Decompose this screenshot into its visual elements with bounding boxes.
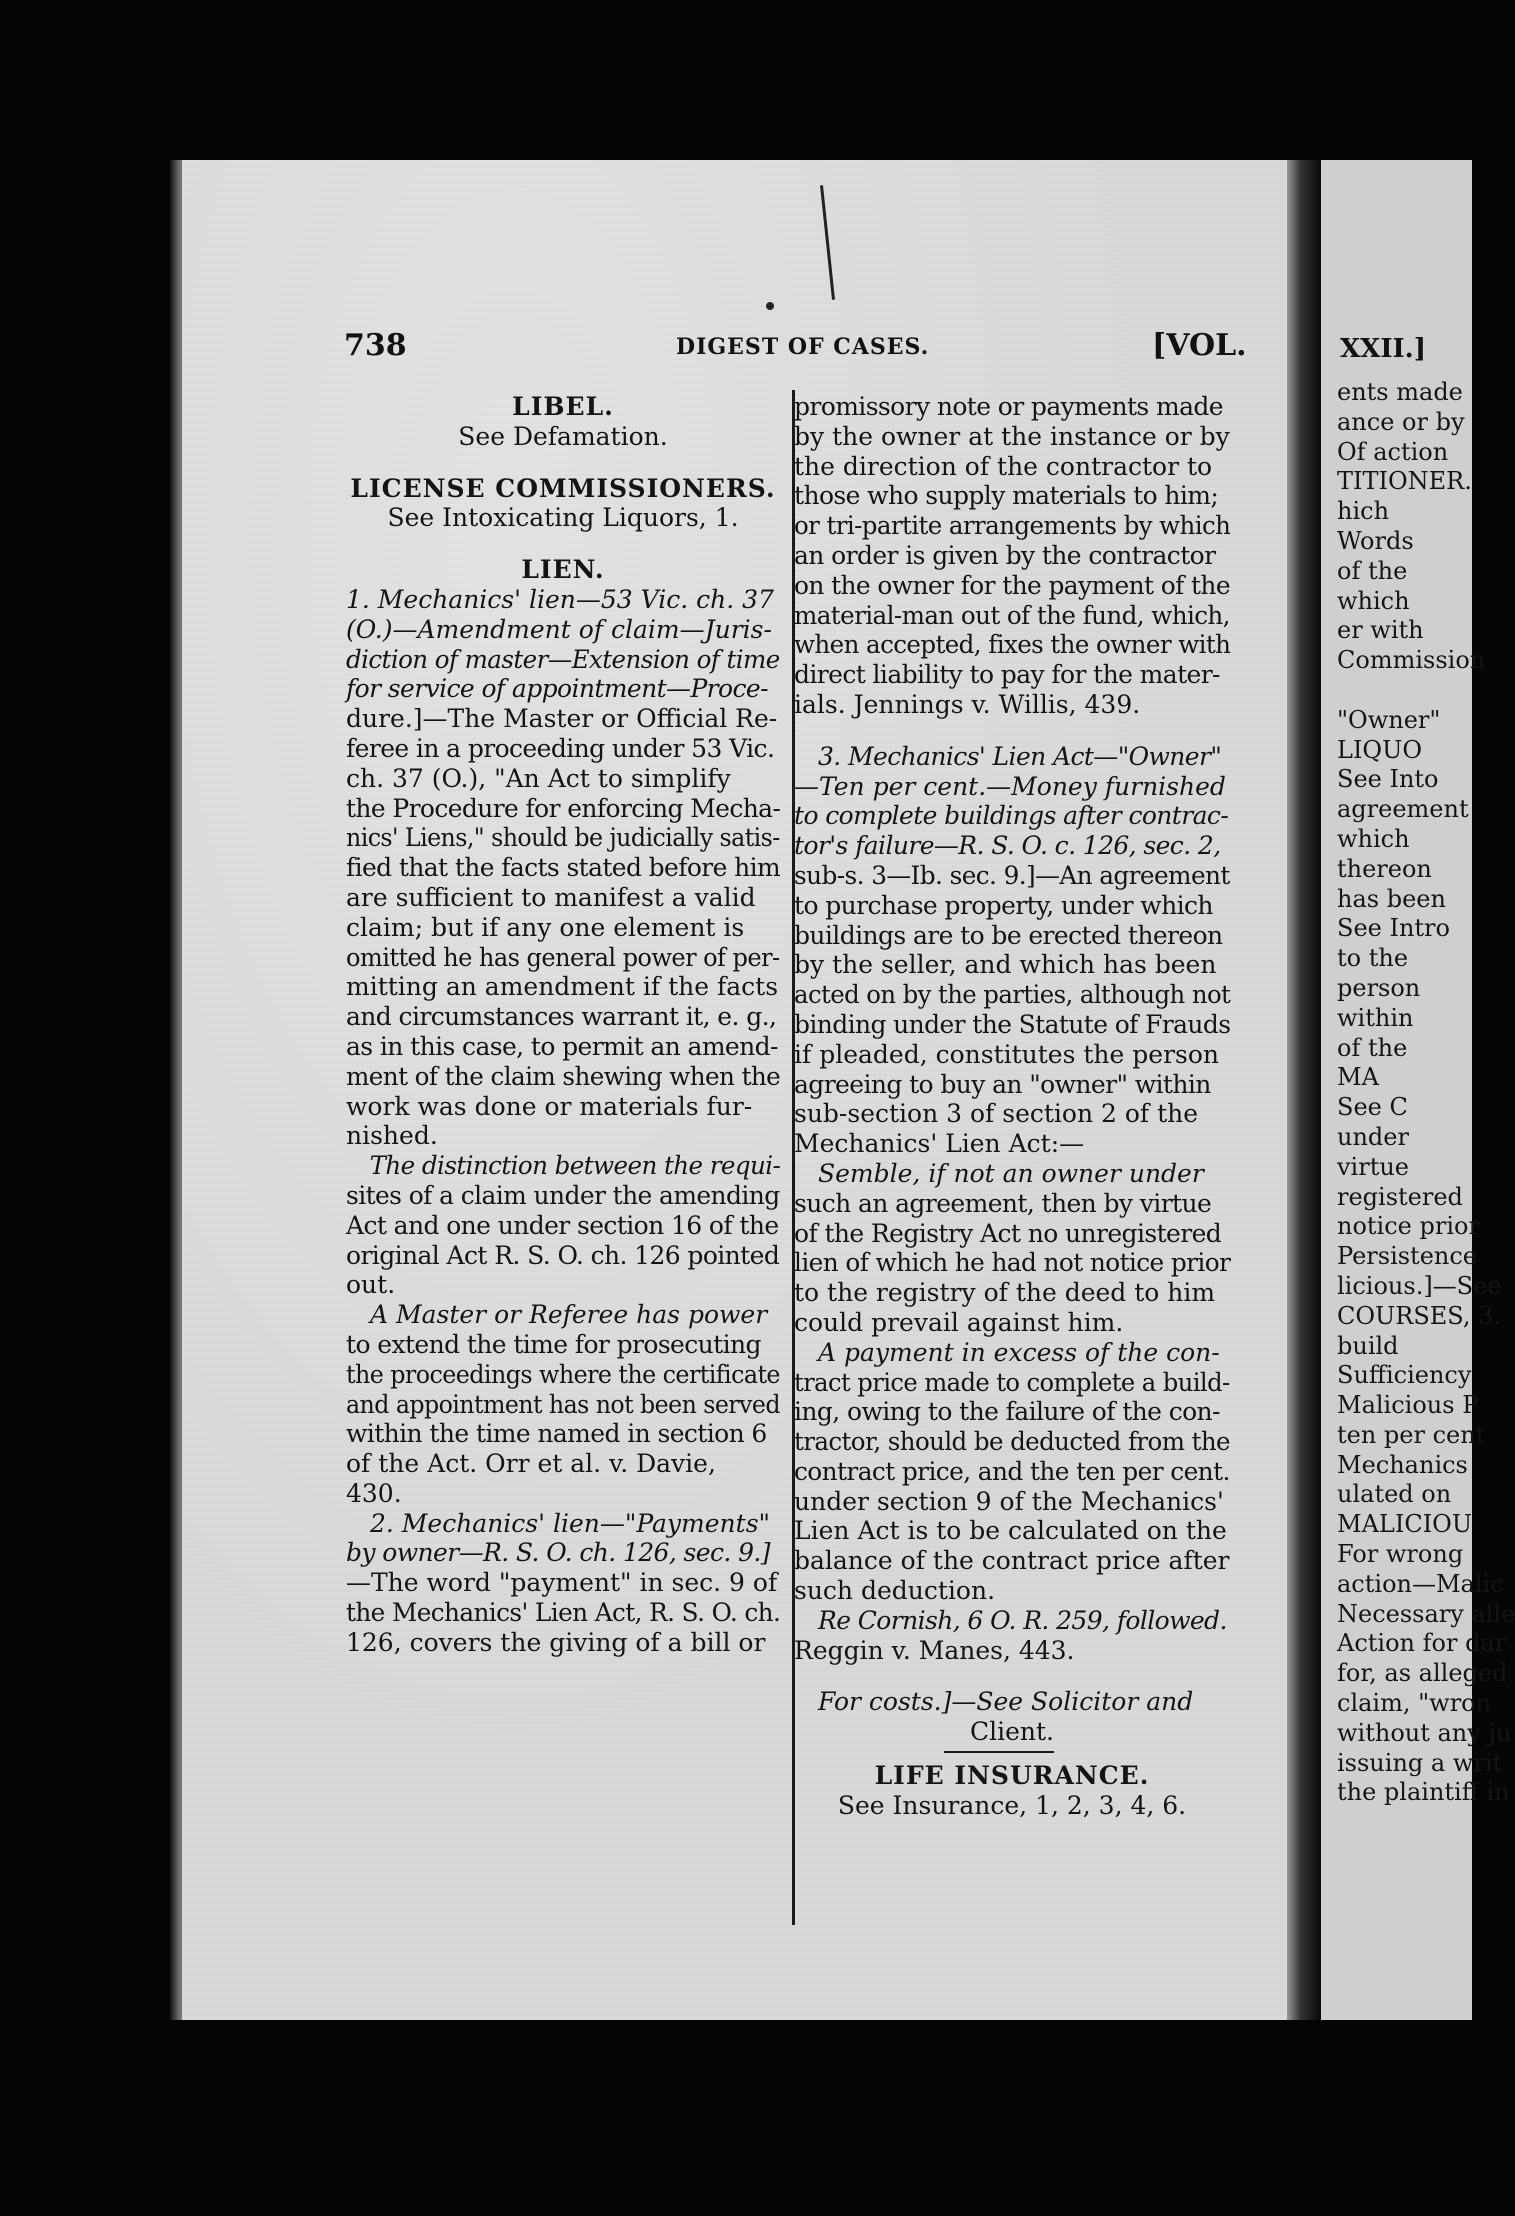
left-text-line: 430. [346,1478,402,1508]
left-text-line: omitted he has general power of per- [346,942,780,972]
running-title: DIGEST OF CASES. [676,334,930,360]
right-text-line: 3. Mechanics' Lien Act—"Owner" [818,741,1222,771]
right-text-line: tor's failure—R. S. O. c. 126, sec. 2, [794,831,1221,861]
left-text-line: The distinction between the requi- [369,1151,781,1181]
right-text-line: contract price, and the ten per cent. [794,1456,1230,1486]
right-text-line: agreeing to buy an "owner" within [794,1069,1211,1099]
right-text-line: material-man out of the fund, which, [794,600,1230,630]
facing-text-line: notice prior [1337,1212,1480,1241]
left-text-line: of the Act. Orr et al. v. Davie, [346,1449,716,1479]
left-text-line: diction of master—Extension of time [346,644,780,674]
facing-text-line: to the [1337,944,1409,973]
facing-text-line: Action for dar [1337,1629,1507,1658]
volume-label: [VOL. [1152,328,1247,363]
facing-page-text [1337,378,1515,1808]
facing-text-line: Words [1337,526,1414,555]
right-text-line: Lien Act is to be calculated on the [794,1516,1227,1546]
facing-text-line: For wrong [1337,1540,1464,1569]
facing-text-line: of the [1337,1033,1408,1062]
right-text-line: to the registry of the deed to him [794,1278,1216,1308]
left-text-line: and appointment has not been served [346,1389,780,1419]
facing-volume-label: XXII.] [1340,334,1427,364]
right-text-line: Reggin v. Manes, 443. [794,1635,1075,1665]
left-text-line: feree in a proceeding under 53 Vic. [346,733,775,763]
facing-text-line: without any ju [1337,1718,1512,1747]
facing-text-line: registered [1337,1182,1463,1211]
right-text-line: buildings are to be erected thereon [794,920,1223,950]
left-text-line: See Defamation. [458,421,668,451]
left-spacer [346,533,780,555]
right-text-line: when accepted, fixes the owner with [794,630,1231,660]
left-text-line: 1. Mechanics' lien—53 Vic. ch. 37 [346,584,774,614]
facing-text-line: issuing a writ [1337,1748,1503,1777]
left-text-line: ment of the claim shewing when the [346,1061,781,1091]
left-text-line: to extend the time for prosecuting [346,1329,761,1359]
facing-text-line: action—Malic [1337,1569,1504,1598]
facing-text-line: claim, "wron [1337,1689,1492,1718]
left-text-line: work was done or materials fur- [346,1091,753,1121]
right-text-line: tract price made to complete a build- [794,1367,1230,1397]
left-column [346,392,780,1658]
facing-text-line: Of action [1337,437,1449,466]
right-text-line: tractor, should be deducted from the [794,1427,1230,1457]
right-section-heading: LIFE INSURANCE. [874,1761,1150,1791]
right-text-line: —Ten per cent.—Money furnished [794,771,1226,801]
facing-text-line: See Intro [1337,914,1450,943]
facing-text-line: Necessary alle [1337,1599,1515,1628]
right-text-line: to complete buildings after contrac- [794,801,1229,831]
left-section-heading: LICENSE COMMISSIONERS. [350,473,776,503]
right-text-line: sub-s. 3—Ib. sec. 9.]—An agreement [794,860,1230,890]
left-text-line: See Intoxicating Liquors, 1. [387,503,739,533]
facing-text-line: which [1337,824,1410,853]
facing-text-line: COURSES, 3. [1337,1301,1502,1330]
facing-text-line: See C [1337,1093,1408,1122]
left-text-line: the Mechanics' Lien Act, R. S. O. ch. [346,1598,781,1628]
facing-text-line: er with [1337,616,1424,645]
facing-text-line: ulated on [1337,1480,1452,1509]
right-text-line: ing, owing to the failure of the con- [794,1397,1220,1427]
book-gutter [1287,160,1321,2020]
left-text-line: (O.)—Amendment of claim—Juris- [346,614,772,644]
right-text-line: those who supply materials to him; [794,481,1219,511]
scan-mark-dot [766,302,774,310]
left-text-line: and circumstances warrant it, e. g., [346,1002,777,1032]
right-section-rule [944,1751,1054,1753]
facing-text-line: TITIONER. [1337,467,1472,496]
left-text-line: by owner—R. S. O. ch. 126, sec. 9.] [346,1538,770,1568]
left-text-line: ch. 37 (O.), "An Act to simplify [346,763,731,793]
facing-text-line: ance or by [1337,407,1465,436]
right-text-line: acted on by the parties, although not [794,980,1231,1010]
left-text-line: nics' Liens," should be judicially satis- [346,823,780,853]
right-text-line: or tri-partite arrangements by which [794,511,1231,541]
facing-text-line: LIQUO [1337,735,1422,764]
right-text-line: an order is given by the contractor [794,540,1216,570]
left-text-line: dure.]—The Master or Official Re- [346,704,778,734]
right-text-line: balance of the contract price after [794,1546,1230,1576]
right-text-line: could prevail against him. [794,1307,1124,1337]
facing-text-line: See Into [1337,765,1439,794]
facing-text-line: MALICIOU [1337,1510,1473,1539]
left-text-line: the Procedure for enforcing Mecha- [346,793,781,823]
facing-text-line: licious.]—See [1337,1271,1502,1300]
facing-text-line: under [1337,1122,1409,1151]
facing-text-line: build [1337,1331,1399,1360]
facing-text-line: Mechanics [1337,1450,1468,1479]
left-text-line: original Act R. S. O. ch. 126 pointed [346,1240,780,1270]
right-text-line: Re Cornish, 6 O. R. 259, followed. [818,1605,1227,1635]
right-rule-row [794,1747,1230,1761]
right-text-line: if pleaded, constitutes the person [794,1039,1219,1069]
facing-text-line: thereon [1337,854,1432,883]
facing-text-line: Commission [1337,646,1486,675]
right-text-line: For costs.]—See Solicitor and [818,1687,1194,1717]
left-text-line: 126, covers the giving of a bill or [346,1627,766,1657]
right-text-line: sub-section 3 of section 2 of the [794,1099,1199,1129]
facing-text-line: person [1337,973,1421,1002]
facing-text-line: virtue [1337,1152,1410,1181]
facing-text-line: "Owner" [1337,705,1441,734]
right-text-line: Client. [969,1717,1054,1747]
facing-text-line: ten per cent [1337,1420,1486,1449]
facing-text-line: within [1337,1003,1414,1032]
left-section-heading: LIEN. [521,555,605,585]
right-text-line: Mechanics' Lien Act:— [794,1129,1085,1159]
facing-text-line: has been [1337,884,1446,913]
right-text-line: by the owner at the instance or by [794,421,1230,451]
left-text-line: for service of appointment—Proce- [346,674,768,704]
right-spacer [794,1665,1230,1687]
facing-text-line: of the [1337,556,1408,585]
facing-text-line: Malicious P [1337,1391,1479,1420]
facing-text-line: which [1337,586,1410,615]
left-text-line: as in this case, to permit an amend- [346,1031,778,1061]
right-text-line: on the owner for the payment of the [794,570,1230,600]
right-text-line: such an agreement, then by virtue [794,1188,1212,1218]
facing-text-line: MA [1337,1063,1379,1092]
right-spacer [794,720,1230,742]
left-text-line: A Master or Referee has power [370,1300,768,1330]
left-text-line: are sufficient to manifest a valid [346,882,756,912]
right-text-line: lien of which he had not notice prior [794,1248,1231,1278]
right-text-line: binding under the Statute of Frauds [794,1009,1231,1039]
right-text-line: direct liability to pay for the mater- [794,660,1220,690]
left-text-line: fied that the facts stated before him [346,853,781,883]
facing-text-line: for, as alleged [1337,1659,1508,1688]
facing-text-line [1337,676,1515,706]
right-text-line: Semble, if not an owner under [818,1158,1204,1188]
facing-text-line: hich [1337,497,1390,526]
right-text-line: under section 9 of the Mechanics' [794,1486,1224,1516]
right-text-line: A payment in excess of the con- [818,1337,1220,1367]
facing-text-line: the plaintiff in [1337,1778,1510,1807]
left-text-line: within the time named in section 6 [346,1419,767,1449]
left-text-line: mitting an amendment if the facts [346,972,779,1002]
right-text-line: the direction of the contractor to [794,451,1213,481]
left-text-line: Act and one under section 16 of the [346,1210,779,1240]
left-spacer [346,452,780,474]
left-text-line: out. [346,1270,396,1300]
facing-page [1321,160,1515,2020]
right-text-line: to purchase property, under which [794,890,1213,920]
page-number: 738 [344,328,407,363]
right-text-line: of the Registry Act no unregistered [794,1218,1222,1248]
facing-text-line: agreement [1337,795,1469,824]
left-text-line: —The word "payment" in sec. 9 of [346,1568,778,1598]
facing-text-line: Persistence [1337,1242,1478,1271]
right-text-line: See Insurance, 1, 2, 3, 4, 6. [837,1790,1187,1820]
right-text-line: by the seller, and which has been [794,950,1217,980]
right-text-line: such deduction. [794,1576,996,1606]
right-column [794,392,1230,1821]
left-section-heading: LIBEL. [512,392,614,421]
left-text-line: sites of a claim under the amending [346,1180,780,1210]
right-text-line: ials. Jennings v. Willis, 439. [794,689,1141,719]
left-text-line: claim; but if any one element is [346,912,745,942]
right-text-line: promissory note or payments made [794,392,1223,421]
left-text-line: nished. [346,1121,438,1151]
facing-text-line: ents made [1337,378,1463,406]
left-text-line: the proceedings where the certificate [346,1359,780,1389]
facing-text-line: Sufficiency [1337,1361,1472,1390]
left-text-line: 2. Mechanics' lien—"Payments" [370,1508,771,1538]
